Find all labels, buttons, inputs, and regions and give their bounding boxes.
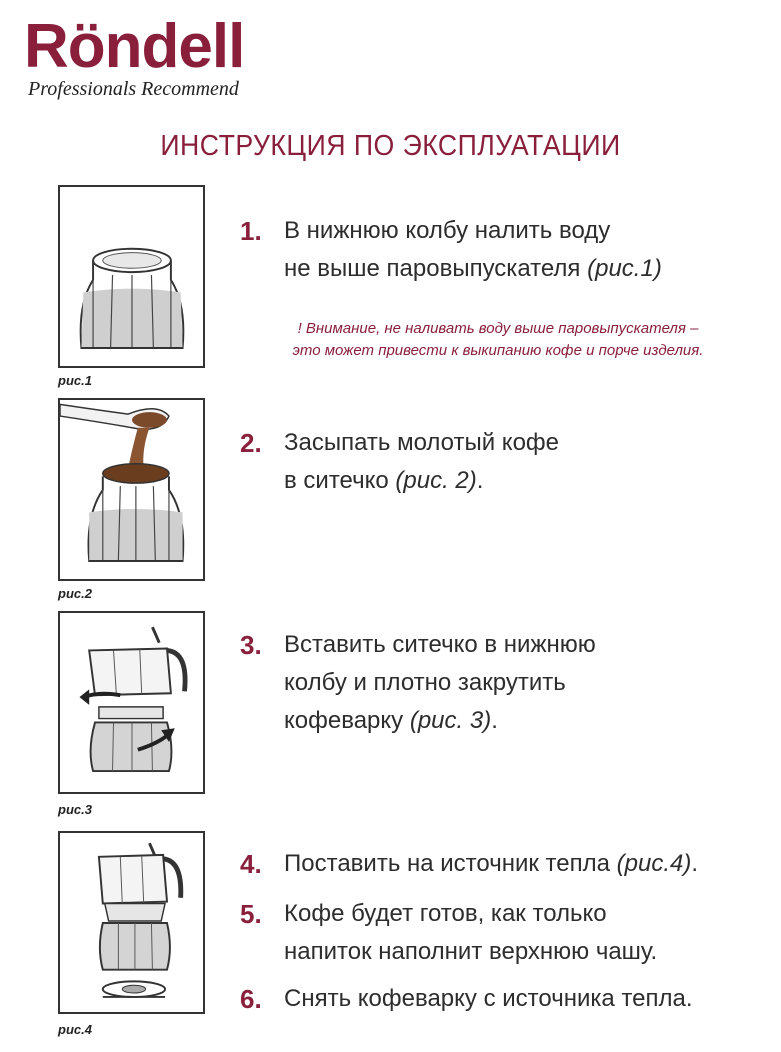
coffee-into-filter-illustration [60,400,203,579]
warning-line: это может привести к выкипанию кофе и порче изделия. [292,342,704,359]
step-text: Поставить на источник тепла [284,850,610,877]
step-number: 3. [240,630,262,660]
step-6 [240,980,770,1020]
step-tail: . [491,707,498,734]
step-text: кофеварку [284,707,404,734]
step-tail: . [691,850,699,877]
figure-3 [58,611,205,794]
step-text: В нижнюю колбу налить воду [284,217,611,244]
brand-name: Röndell [24,12,245,81]
figure-reference: (рис.4) [616,850,692,877]
step-number: 5. [240,899,262,929]
step-text: Кофе будет готов, как только [284,900,607,927]
warning-note [238,318,758,362]
step-2 [240,424,760,504]
figure-3-caption: рис.3 [58,802,92,817]
step-text: Снять кофеварку с источника тепла. [284,985,693,1012]
step-number: 6. [240,984,262,1014]
step-text: напиток наполнит верхнюю чашу. [284,938,658,965]
figure-1-caption: рис.1 [58,373,92,388]
figure-4-caption: рис.4 [58,1022,92,1037]
step-5 [240,895,760,975]
step-number: 1. [240,216,262,246]
step-text: колбу и плотно закрутить [284,669,566,696]
step-text: Вставить ситечко в нижнюю [284,631,596,658]
step-tail: . [476,467,484,494]
figure-reference: (рис. 3) [409,707,492,734]
warning-line: ! Внимание, не наливать воду выше паровыпускателя – [297,320,699,337]
step-number: 4. [240,849,262,879]
figure-reference: (рис.1) [587,255,662,282]
step-text: Засыпать молотый кофе [284,429,560,456]
figure-1 [58,185,205,368]
brand-logo [24,12,314,100]
figure-2 [58,398,205,581]
step-text: в ситечко [284,467,389,494]
step-4 [240,845,770,885]
step-number: 2. [240,428,262,458]
figure-2-caption: рис.2 [58,586,92,601]
on-stove-illustration [60,833,203,1012]
figure-4 [58,831,205,1014]
screw-together-illustration [60,613,203,792]
bottom-chamber-water-illustration [60,187,203,366]
step-text: не выше паровыпускателя [284,255,581,282]
page-title: ИНСТРУКЦИЯ ПО ЭКСПЛУАТАЦИИ [160,130,621,162]
brand-tagline: Professionals Recommend [28,78,239,100]
step-1 [240,212,760,292]
step-3 [240,626,760,746]
figure-reference: (рис. 2) [395,467,477,494]
